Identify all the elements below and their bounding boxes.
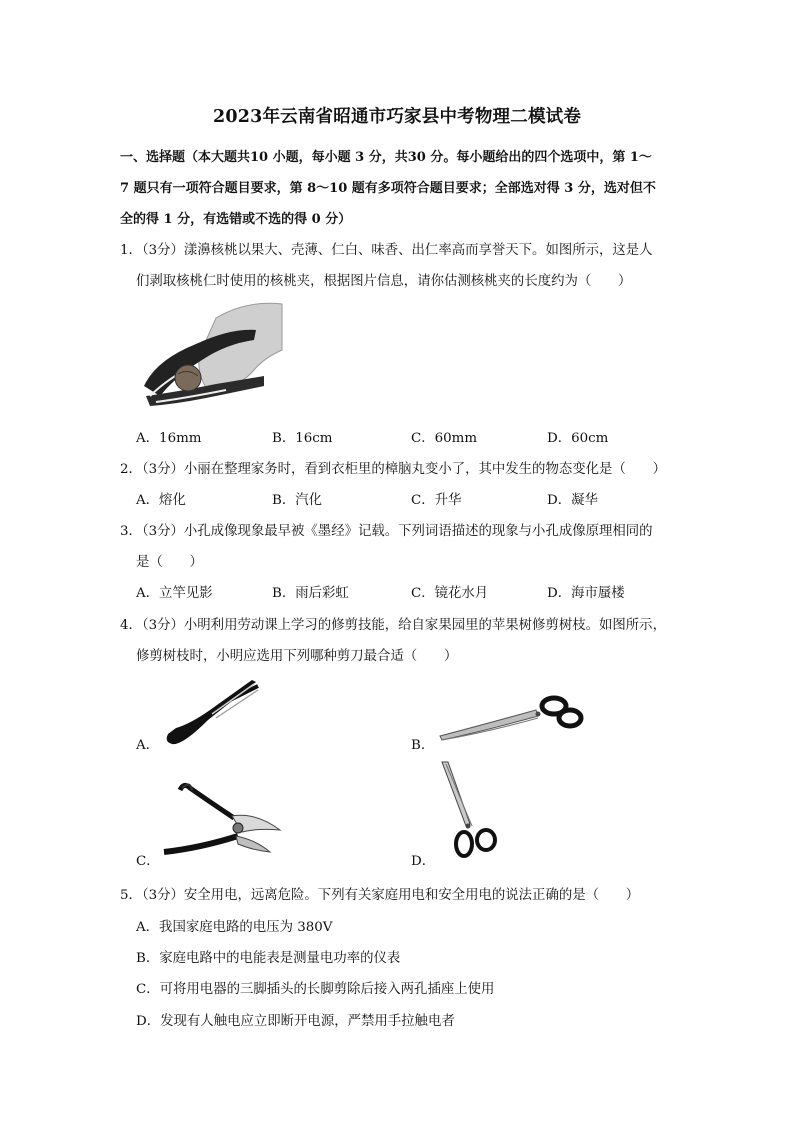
q1-stem-line-1: 1．（3分）漾濞核桃以果大、壳薄、仁白、味香、出仁率高而享誉天下。如图所示，这是人 <box>120 243 653 258</box>
q3-option-c: C．镜花水月 <box>411 586 489 601</box>
long-scissors-figure <box>438 692 586 744</box>
q2-option-d: D．凝华 <box>547 493 598 508</box>
q5-option-a: A．我国家庭电路的电压为 380V <box>136 920 333 935</box>
q4-option-c: C． <box>136 854 160 869</box>
pruning-shears-figure <box>160 778 284 860</box>
q5-stem-line-1: 5．（3分）安全用电，远离危险。下列有关家庭用电和安全用电的说法正确的是（ ） <box>120 888 640 903</box>
q1-option-d: D．60cm <box>547 431 609 446</box>
section-instructions-line-2: 7 题只有一项符合题目要求，第 8～10 题有多项符合题目要求；全部选对得 3 分，选对但不 <box>120 181 656 196</box>
q3-stem-line-1: 3．（3分）小孔成像现象最早被《墨经》记载。下列词语描述的现象与小孔成像原理相同的 <box>120 524 653 539</box>
q1-stem-line-2: 们剥取核桃仁时使用的核桃夹，根据图片信息，请你估测核桃夹的长度约为（ ） <box>136 274 632 289</box>
q2-option-c: C．升华 <box>411 493 462 508</box>
q2-option-a: A．熔化 <box>136 493 186 508</box>
section-instructions-line-3: 全的得 1 分，有选错或不选的得 0 分） <box>120 212 352 227</box>
walnut-cracker-figure <box>136 300 286 412</box>
exam-title: 2023年云南省昭通市巧家县中考物理二模试卷 <box>212 107 582 127</box>
q5-option-d: D．发现有人触电应立即断开电源，严禁用手拉触电者 <box>136 1014 455 1029</box>
q1-option-c: C．60mm <box>411 431 478 446</box>
thread-snips-figure <box>160 676 264 748</box>
q3-option-a: A．立竿见影 <box>136 586 213 601</box>
q4-stem-line-1: 4．（3分）小明利用劳动课上学习的修剪技能，给自家果园里的苹果树修剪树枝。如图所示， <box>120 618 666 633</box>
q1-option-a: A．16mm <box>136 431 202 446</box>
q4-stem-line-2: 修剪树枝时，小明应选用下列哪种剪刀最合适（ ） <box>136 649 458 664</box>
q5-option-c: C．可将用电器的三脚插头的长脚剪除后接入两孔插座上使用 <box>136 982 495 997</box>
q5-option-b: B．家庭电路中的电能表是测量电功率的仪表 <box>136 951 401 966</box>
q2-option-b: B．汽化 <box>272 493 323 508</box>
q1-option-b: B．16cm <box>272 431 333 446</box>
q3-stem-line-2: 是（ ） <box>136 555 203 570</box>
section-instructions-line-1: 一、选择题（本大题共10 小题，每小题 3 分，共30 分。每小题给出的四个选项中，第 1～ <box>120 150 652 165</box>
scissors-figure <box>436 760 502 864</box>
q3-option-b: B．雨后彩虹 <box>272 586 349 601</box>
q4-option-b: B． <box>411 738 435 753</box>
q4-option-d: D． <box>411 854 436 869</box>
q4-option-a: A． <box>136 738 160 753</box>
q2-stem-line-1: 2．（3分）小丽在整理家务时，看到衣柜里的樟脑丸变小了，其中发生的物态变化是（ ） <box>120 462 666 477</box>
q3-option-d: D．海市蜃楼 <box>547 586 625 601</box>
